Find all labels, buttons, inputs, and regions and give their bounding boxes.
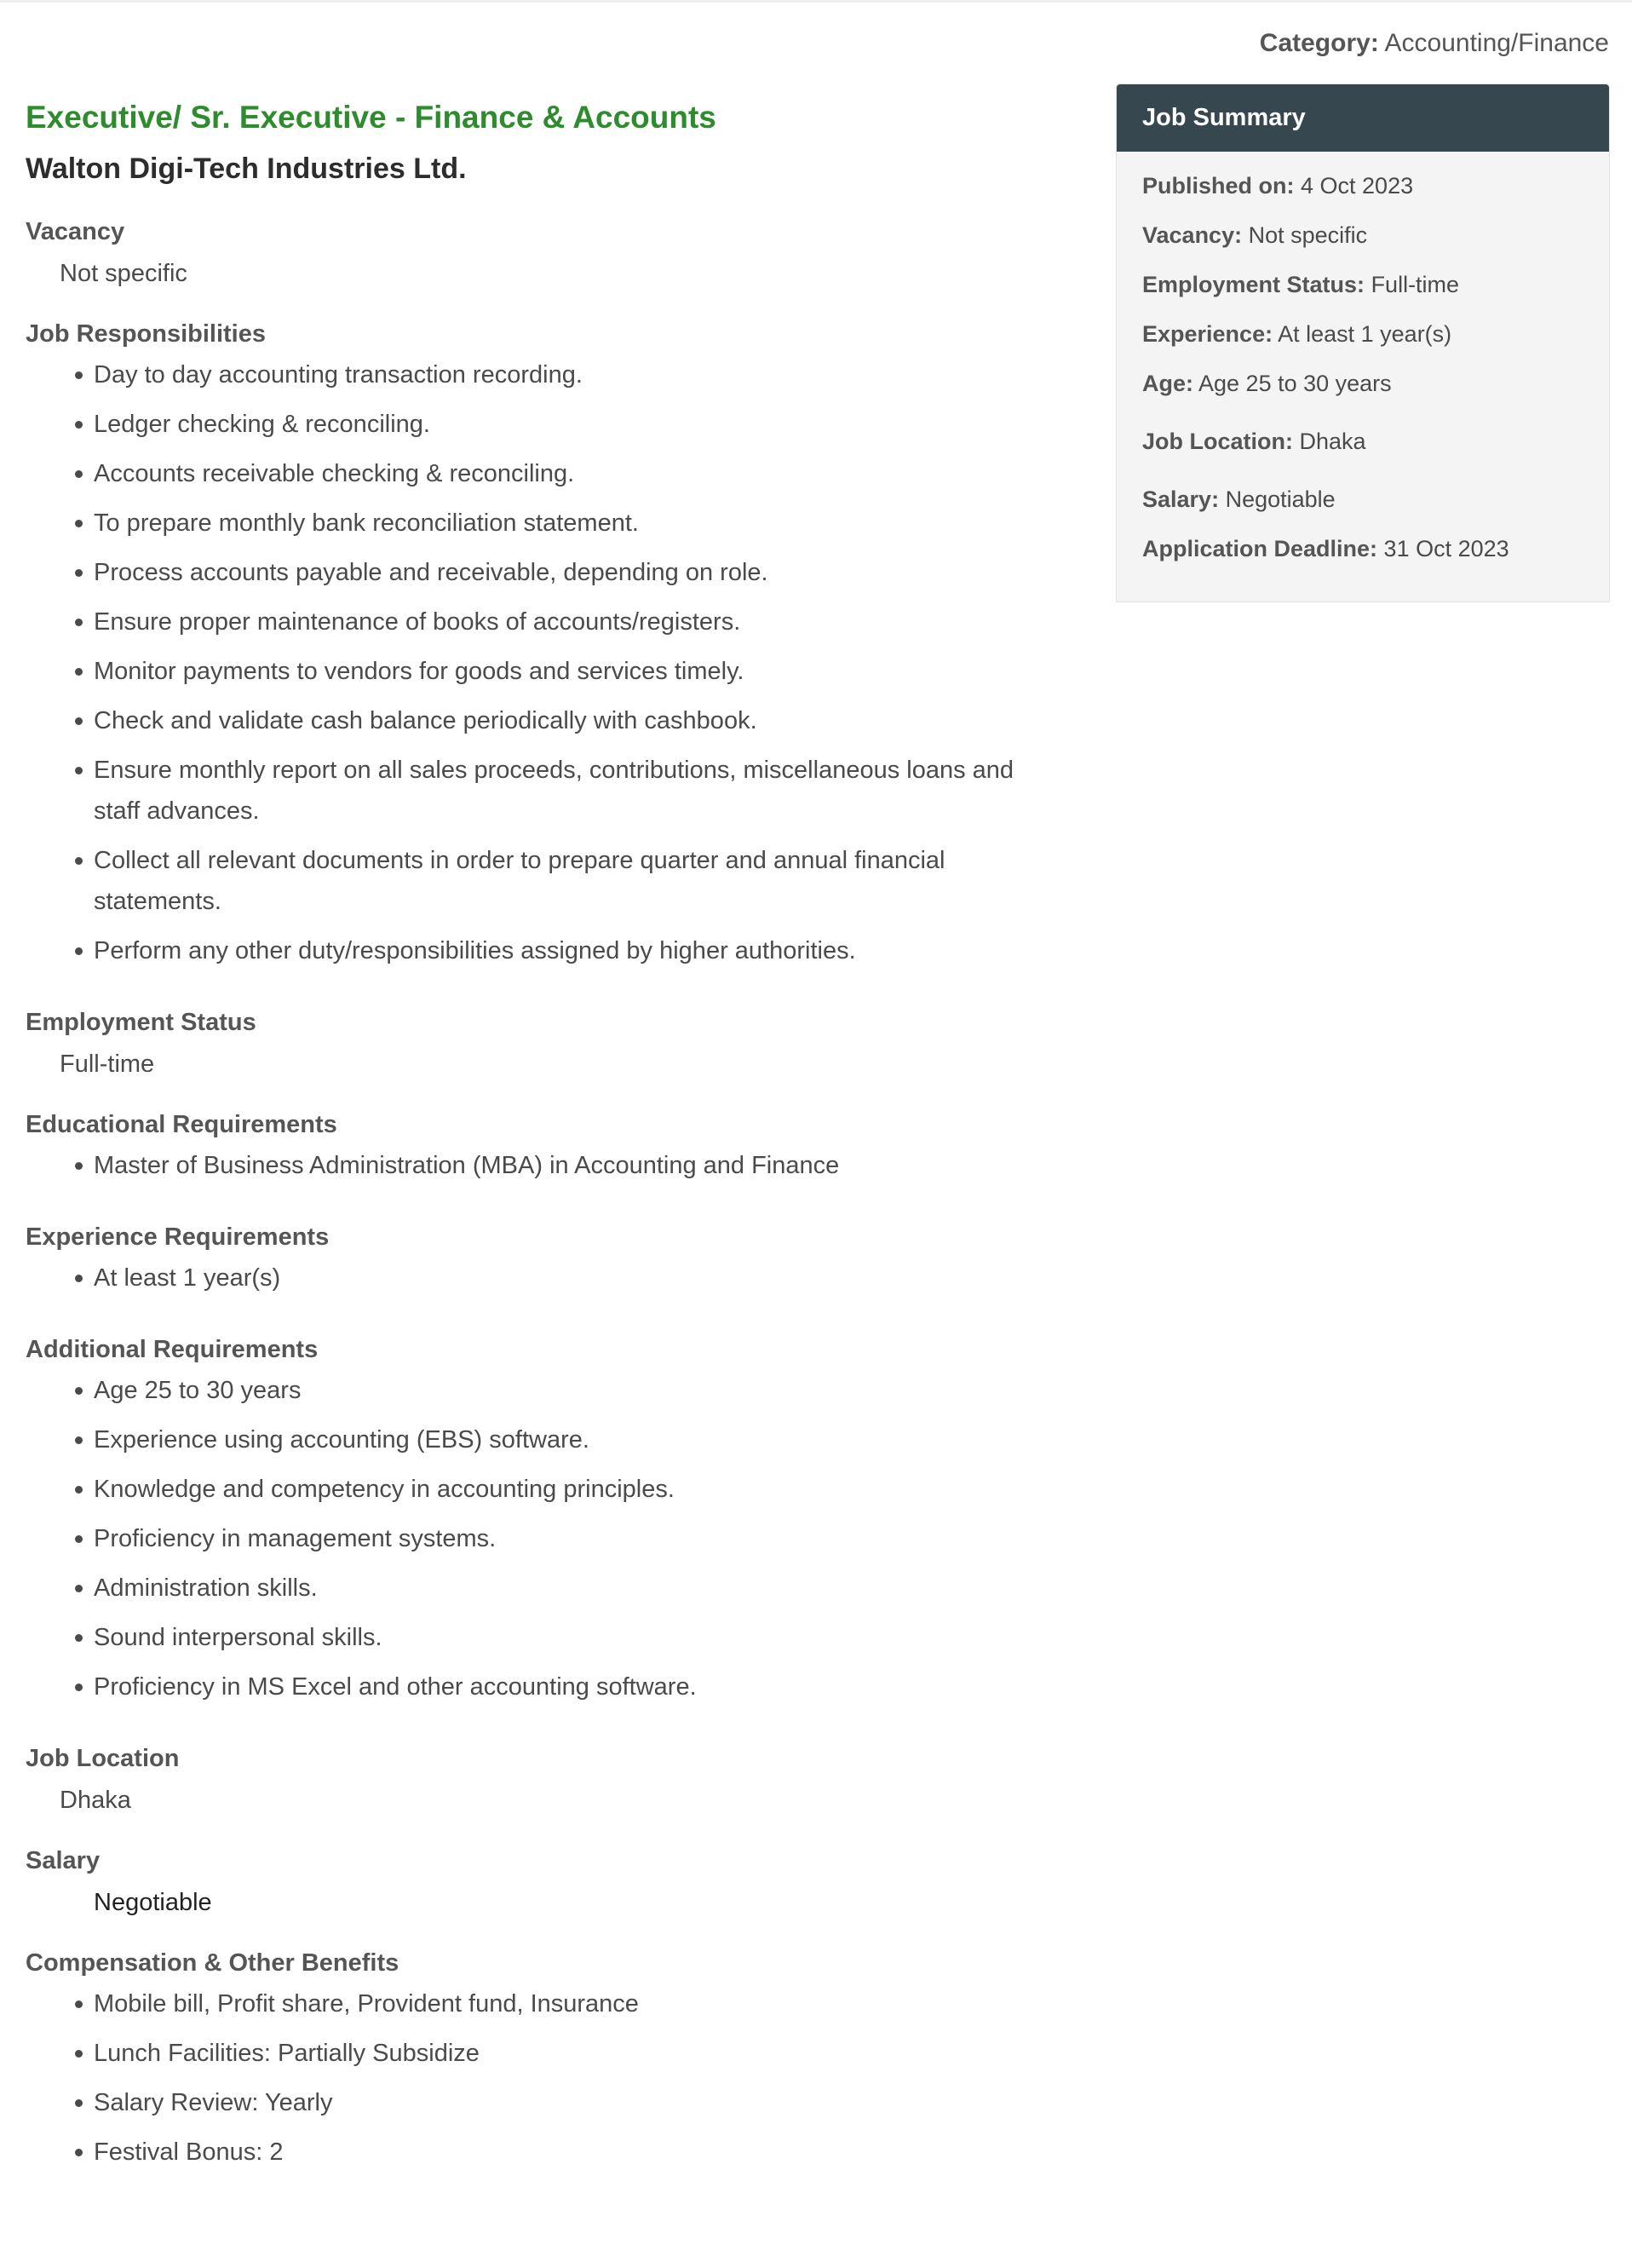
summary-value: Age 25 to 30 years (1198, 371, 1392, 396)
job-summary-panel (1116, 83, 1610, 602)
section-heading: Compensation & Other Benefits (26, 1949, 399, 1977)
summary-vacancy (1142, 220, 1583, 250)
summary-experience (1142, 319, 1583, 349)
education-list (26, 1145, 1048, 1186)
section-heading: Job Responsibilities (26, 320, 266, 348)
additional-requirements-section (26, 1329, 1048, 1707)
list-item: Knowledge and competency in accounting principles. (94, 1469, 1048, 1510)
salary-section (26, 1840, 1048, 1924)
section-heading: Educational Requirements (26, 1111, 337, 1138)
top-divider (0, 0, 1632, 3)
section-heading: Additional Requirements (26, 1336, 319, 1363)
list-item: Mobile bill, Profit share, Provident fund, Insurance (94, 1983, 1048, 2024)
summary-label: Employment Status: (1142, 272, 1365, 297)
list-item: Age 25 to 30 years (94, 1370, 1048, 1411)
list-item: Proficiency in MS Excel and other accounting software. (94, 1666, 1048, 1707)
section-heading: Employment Status (26, 1009, 256, 1036)
summary-label: Experience: (1142, 321, 1273, 347)
summary-age (1142, 368, 1583, 399)
list-item: Check and validate cash balance periodically with cashbook. (94, 700, 1048, 741)
section-heading: Vacancy (26, 218, 125, 245)
list-item: To prepare monthly bank reconciliation statement. (94, 503, 1048, 544)
summary-value: 31 Oct 2023 (1383, 536, 1509, 561)
vacancy-value: Not specific (60, 260, 187, 287)
list-item: Salary Review: Yearly (94, 2082, 1048, 2123)
summary-value: Full-time (1371, 272, 1460, 297)
job-location-section (26, 1738, 1048, 1822)
job-summary-body (1117, 152, 1609, 602)
list-item: Ensure proper maintenance of books of accounts/registers. (94, 602, 1048, 642)
list-item: Monitor payments to vendors for goods and services timely. (94, 651, 1048, 692)
summary-value: At least 1 year(s) (1278, 321, 1452, 347)
company-name: Walton Digi-Tech Industries Ltd. (26, 153, 467, 185)
job-category (1260, 29, 1609, 58)
experience-list (26, 1258, 1048, 1298)
vacancy-section (26, 211, 1048, 295)
section-heading: Experience Requirements (26, 1223, 330, 1251)
list-item: Day to day accounting transaction recording. (94, 354, 1048, 395)
section-heading: Salary (26, 1847, 101, 1874)
responsibilities-list (26, 354, 1048, 971)
summary-label: Published on: (1142, 173, 1295, 199)
summary-value: 4 Oct 2023 (1301, 173, 1414, 199)
summary-job-location (1142, 426, 1583, 457)
summary-value: Not specific (1248, 222, 1368, 248)
summary-deadline (1142, 533, 1583, 564)
list-item: Master of Business Administration (MBA) in Accounting and Finance (94, 1145, 1048, 1186)
category-label: Category: (1259, 29, 1379, 57)
summary-label: Application Deadline: (1142, 536, 1378, 561)
job-details (26, 94, 1048, 2181)
benefits-list (26, 1983, 1048, 2173)
section-heading: Job Location (26, 1745, 180, 1772)
additional-requirements-list (26, 1370, 1048, 1707)
list-item: Proficiency in management systems. (94, 1518, 1048, 1559)
summary-value: Dhaka (1299, 429, 1366, 454)
list-item: Collect all relevant documents in order to prepare quarter and annual financial statements. (94, 840, 1048, 922)
employment-status-value: Full-time (60, 1051, 155, 1078)
list-item: Festival Bonus: 2 (94, 2132, 1048, 2173)
list-item: Lunch Facilities: Partially Subsidize (94, 2033, 1048, 2074)
education-section (26, 1104, 1048, 1186)
employment-status-section (26, 1002, 1048, 1085)
summary-label: Salary: (1142, 486, 1220, 512)
experience-section (26, 1217, 1048, 1298)
summary-label: Vacancy: (1142, 222, 1243, 248)
summary-label: Age: (1142, 371, 1193, 396)
list-item: Administration skills. (94, 1568, 1048, 1609)
list-item: At least 1 year(s) (94, 1258, 1048, 1298)
responsibilities-section (26, 314, 1048, 971)
list-item: Accounts receivable checking & reconciling. (94, 453, 1048, 494)
job-location-value: Dhaka (60, 1787, 131, 1814)
summary-published (1142, 170, 1583, 201)
summary-value: Negotiable (1225, 486, 1336, 512)
list-item: Ledger checking & reconciling. (94, 404, 1048, 445)
summary-label: Job Location: (1142, 429, 1293, 454)
job-title: Executive/ Sr. Executive - Finance & Accounts (26, 100, 716, 135)
benefits-section (26, 1943, 1048, 2173)
summary-employment-status (1142, 269, 1583, 300)
list-item: Sound interpersonal skills. (94, 1617, 1048, 1658)
job-summary-header: Job Summary (1117, 84, 1609, 152)
list-item: Process accounts payable and receivable, depending on role. (94, 552, 1048, 593)
summary-salary (1142, 484, 1583, 515)
category-value: Accounting/Finance (1384, 29, 1609, 57)
salary-value: Negotiable (94, 1889, 212, 1916)
list-item: Experience using accounting (EBS) software. (94, 1419, 1048, 1460)
list-item: Ensure monthly report on all sales proceeds, contributions, miscellaneous loans and staff advances. (94, 750, 1048, 832)
list-item: Perform any other duty/responsibilities assigned by higher authorities. (94, 930, 1048, 971)
